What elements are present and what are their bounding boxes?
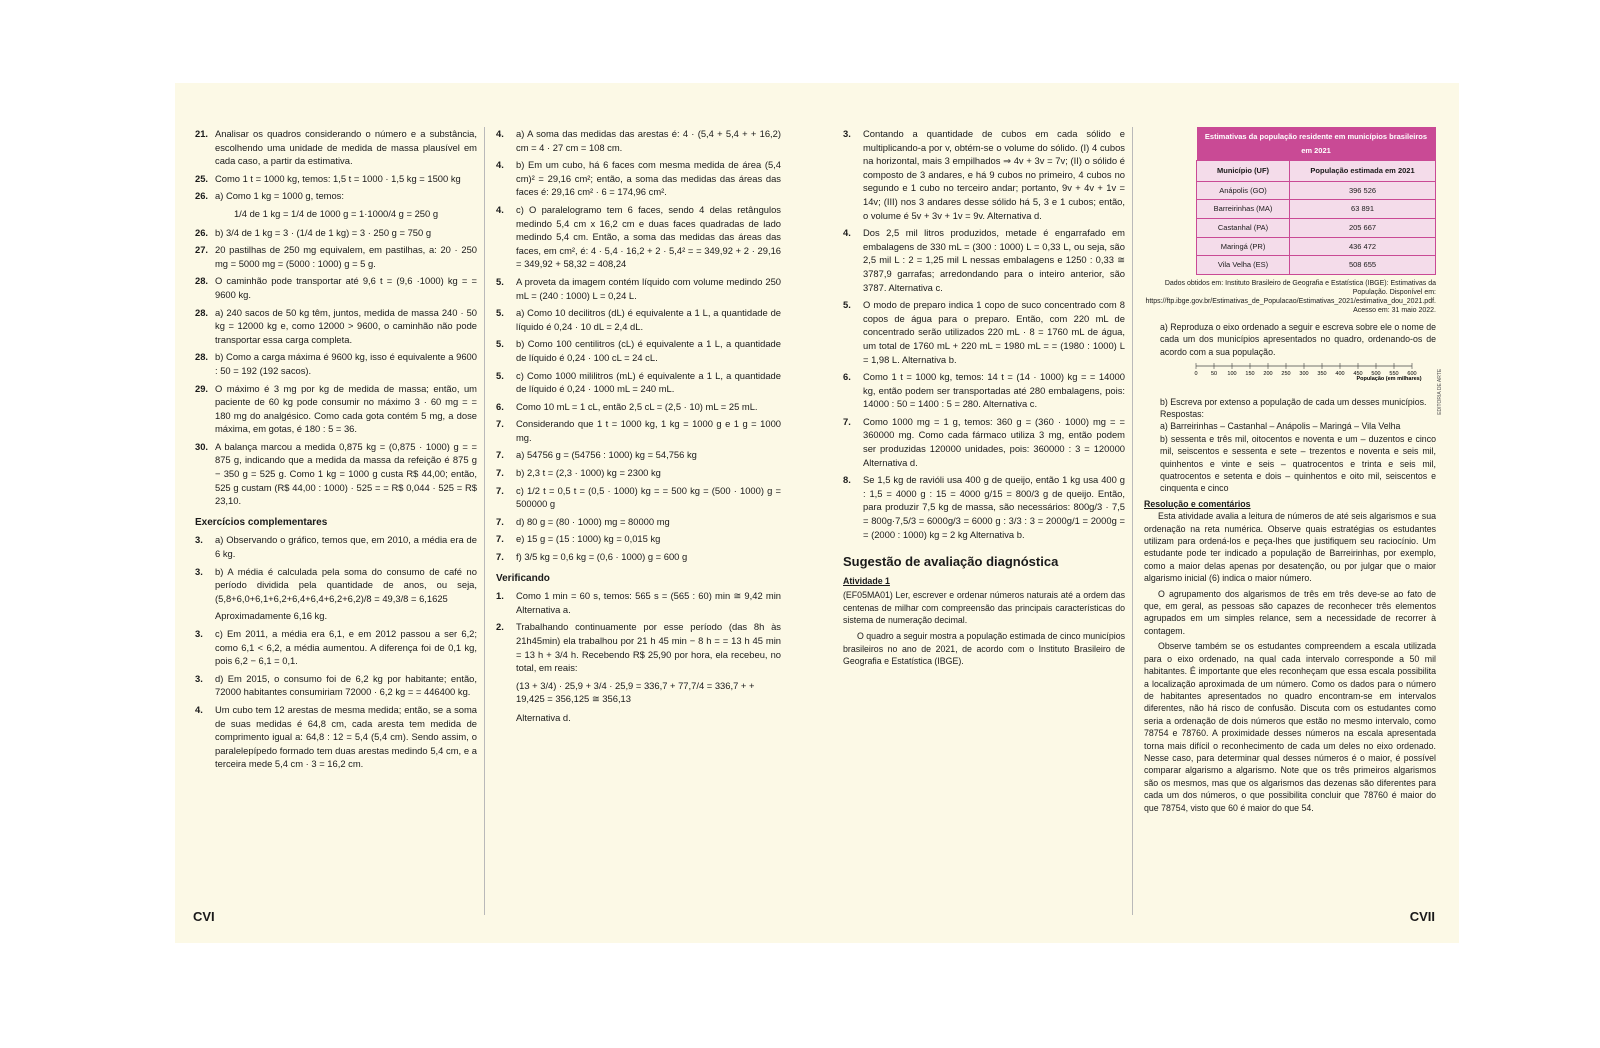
paragraph: Esta atividade avalia a leitura de números de até seis algarismos e sua ordenação na reta numérica. Observe quais estratégias os estudantes utilizam para ordená-los e peça-lhes que justifiquem seu raciocínio. Um estudante pode ter indicado a população de Barreirinhas, por exemplo, como a maior delas apenas por desatenção, ou por julgar que o maior algarismo inicial (6) indica o maior número.: [1144, 511, 1436, 584]
table-cell: Castanhal (PA): [1197, 218, 1290, 237]
question-a: a) Reproduza o eixo ordenado a seguir e escreva sobre ele o nome de cada um dos municípios apresentados no quadro, ordenando-os de acordo com a sua população.: [1160, 321, 1436, 357]
item-text: a) Como 10 decilitros (dL) é equivalente a 1 L, a quantidade de líquido é 0,24 · 10 dL = 2,4 dL.: [516, 307, 781, 332]
table-cell: 396 526: [1290, 181, 1436, 200]
column-3: [843, 127, 1125, 671]
item-number: 27.: [195, 244, 209, 256]
item-text: Dos 2,5 mil litros produzidos, metade é engarrafado em embalagens de 330 mL = (300 : 1000) L = 0,33 L, ou seja, são 2,5 mil L : 2 = 1,25 mil L nessas embalagens e 1250 : 0,33 ≅ 3787,9 garrafas; arredondando para o inteiro anterior, são 3787. Alternativa c.: [863, 227, 1125, 293]
list-item: [496, 589, 781, 616]
list-item: [496, 466, 781, 480]
column-divider: [484, 127, 485, 915]
answer-b: b) sessenta e três mil, oitocentos e noventa e um – duzentos e cinco mil, seiscentos e sessenta e sete – trezentos e noventa e seis mil, quinhentos e vinte e seis – quatrocentos e trinta e seis mil, quatrocentos e setenta e dois – quinhentos e oito mil, seiscentos e cinquenta e cinco: [1160, 433, 1436, 494]
item-text: f) 3/5 kg = 0,6 kg = (0,6 · 1000) g = 600 g: [516, 551, 688, 563]
list-item: [496, 203, 781, 271]
column-1: [195, 127, 477, 775]
item-number: 5.: [496, 275, 504, 287]
list-item: [843, 415, 1125, 469]
item-text: b) 3/4 de 1 kg = 3 · (1/4 de 1 kg) = 3 · 250 g = 750 g: [215, 226, 432, 238]
item-number: 7.: [496, 515, 504, 527]
table-title: Estimativas da população residente em municípios brasileiros em 2021: [1197, 127, 1436, 161]
list-item: [496, 306, 781, 333]
item-number: 5.: [843, 299, 851, 311]
item-number: 25.: [195, 172, 209, 184]
paragraph: O agrupamento dos algarismos de três em três deve-se ao fato de que, em geral, as pessoas são capazes de reconhecer três elementos agrupados em um simples relance, sem a necessidade de recorrer à contagem.: [1144, 588, 1436, 636]
item-text: Considerando que 1 t = 1000 kg, 1 kg = 1000 g e 1 g = 1000 mg.: [516, 418, 781, 443]
table-cell: Maringá (PR): [1197, 237, 1290, 256]
item-text: Se 1,5 kg de ravióli usa 400 g de queijo, então 1 kg usa 400 g : 1,5 = 4000 g : 15 = 4000 g/15 = 800/3 g de queijo. Então, para produzir 7,5 kg de massa, são necessários: 800g/3 · 7,5 = 800g·7,5/3 = 6000g/3 = 6000 g : 3/3 : 3 = 2000g/1 = 2000g = = (2000 : 1000) kg = 2 kg Alternativa b.: [863, 474, 1125, 540]
list-item: [195, 189, 477, 203]
table-header: População estimada em 2021: [1290, 161, 1436, 182]
item-number: 21.: [195, 128, 209, 139]
item-number: 3.: [195, 534, 203, 546]
item-number: 30.: [195, 440, 209, 452]
item-number: 7.: [496, 551, 504, 563]
item-text: c) 1/2 t = 0,5 t = (0,5 · 1000) kg = = 500 kg = (500 · 1000) g = 500000 g: [516, 484, 781, 510]
item-text: Como 1000 mg = 1 g, temos: 360 g = (360 · 1000) mg = = 360000 mg. Como cada fármaco utiliza 3 mg, então podem ser produzidas 120000 unidades, pois: 360000 : 3 = 120000 Alternativa d.: [863, 415, 1125, 468]
item-number: 8.: [843, 474, 851, 486]
table-row: [1197, 237, 1436, 256]
list-item: [195, 609, 477, 623]
list-item: [195, 533, 477, 560]
list-item: [496, 620, 781, 674]
table-header: Município (UF): [1197, 161, 1290, 182]
item-text: d) 80 g = (80 · 1000) mg = 80000 mg: [516, 515, 670, 527]
list-item: [195, 127, 477, 168]
axis-tick-label: 150: [1245, 370, 1255, 377]
item-number: 6.: [843, 371, 851, 383]
list-item: [496, 532, 781, 546]
item-text: c) Em 2011, a média era 6,1, e em 2012 passou a ser 6,2; como 6,1 < 6,2, a média aumentou. A diferença foi de 0,1 kg, pois 6,2 − 6,1 = 0,1.: [215, 628, 477, 667]
item-number: 7.: [496, 484, 504, 496]
axis-tick-label: 350: [1317, 370, 1327, 377]
item-text: Um cubo tem 12 arestas de mesma medida; então, se a soma de suas medidas é 64,8 cm, cada aresta tem medida de comprimento igual a: 64,8 : 12 = 5,4 (5,4 cm). Sendo assim, o paralelepípedo formado tem duas arestas medindo 5,4 cm, e a terceira mede 5,4 cm · 3 = 16,2 cm.: [215, 703, 477, 770]
list-item: [843, 473, 1125, 541]
item-text: b) 2,3 t = (2,3 · 1000) kg = 2300 kg: [516, 467, 661, 479]
list-item: [496, 484, 781, 511]
section-heading: Resolução e comentários: [1144, 498, 1251, 509]
item-number: 2.: [496, 621, 504, 633]
section-heading: Sugestão de avaliação diagnóstica: [843, 554, 1059, 570]
answers-label: Respostas:: [1160, 408, 1205, 419]
equation: 1/4 de 1 kg = 1/4 de 1000 g = 1·1000/4 g = 250 g: [233, 207, 439, 219]
list-item: [195, 440, 477, 508]
list-item: [195, 172, 477, 186]
item-text: c) O paralelogramo tem 6 faces, sendo 4 delas retângulos medindo 5,4 cm x 16,2 cm e duas faces quadradas de lado medindo 5,4 cm. Então, a soma das medidas das áreas das faces, em cm², é: 4 · 5,4 · 16,2 + 2 · 5,4² = = 349,92 + 2 · 29,16 = 349,92 + 58,32 = 408,24: [516, 203, 781, 270]
item-text: A proveta da imagem contém líquido com volume medindo 250 mL = (240 : 1000) L = 0,24 L.: [516, 275, 781, 301]
number-line: [1184, 358, 1424, 392]
item-number: 29.: [195, 382, 209, 394]
table-cell: 63 891: [1290, 200, 1436, 219]
list-item: [496, 337, 781, 364]
table-cell: 205 667: [1290, 218, 1436, 237]
table-cell: 436 472: [1290, 237, 1436, 256]
list-item: [843, 298, 1125, 366]
item-text: a) A soma das medidas das arestas é: 4 · (5,4 + 5,4 + + 16,2) cm = 4 · 27 cm = 108 cm.: [516, 128, 781, 153]
equation: (13 + 3/4) · 25,9 + 3/4 · 25,9 = 336,7 + 77,7/4 = 336,7 + + 19,425 = 356,125 ≅ 356,13: [516, 679, 755, 705]
table-row: [1197, 200, 1436, 219]
axis-tick-label: 550: [1389, 370, 1399, 377]
item-text: Como 1 min = 60 s, temos: 565 s = (565 : 60) min ≅ 9,42 min Alternativa a.: [516, 590, 781, 615]
table-row: [1197, 218, 1436, 237]
item-text: b) Como a carga máxima é 9600 kg, isso é equivalente a 9600 : 50 = 192 (192 sacos).: [215, 351, 477, 376]
list-item: [496, 400, 781, 414]
column-2: [496, 127, 781, 725]
list-item: [496, 417, 781, 444]
table-cell: Vila Velha (ES): [1197, 256, 1290, 275]
item-number: 4.: [195, 703, 203, 715]
list-item: [496, 158, 781, 199]
section-heading: Exercícios complementares: [195, 516, 328, 528]
axis-tick-label: 300: [1299, 370, 1309, 377]
population-table: [1196, 127, 1436, 275]
item-number: 4.: [496, 203, 504, 215]
book-spread: [175, 83, 1459, 943]
list-item: [496, 369, 781, 396]
item-text: a) 240 sacos de 50 kg têm, juntos, medida de massa 240 · 50 kg = 12000 kg e, como 12000 > 9600, o caminhão não pode transportar essa carga completa.: [215, 306, 477, 345]
item-number: 7.: [496, 418, 504, 430]
list-item: [496, 448, 781, 462]
list-item: [496, 550, 781, 564]
item-number: 5.: [496, 369, 504, 381]
item-text: Como 1 t = 1000 kg, temos: 14 t = (14 · 1000) kg = = 14000 kg, então podem ser transportadas até 280 embalagens, pois: 14000 : 50 = 1400 : 5 = 280. Alternativa c.: [863, 371, 1125, 410]
item-text: O caminhão pode transportar até 9,6 t = (9,6 ·1000) kg = = 9600 kg.: [215, 275, 477, 300]
item-number: 3.: [843, 128, 851, 139]
skill-paragraph: (EF05MA01) Ler, escrever e ordenar números naturais até a ordem das centenas de milhar com compreensão das principais características do sistema de numeração decimal.: [843, 590, 1125, 626]
item-number: 28.: [195, 351, 209, 363]
column-divider: [1132, 127, 1133, 915]
section-heading: Verificando: [496, 572, 550, 584]
axis-tick-label: 450: [1353, 370, 1363, 377]
item-number: 4.: [496, 159, 504, 171]
item-text: Trabalhando continuamente por esse período (das 8h às 21h45min) ela trabalhou por 21 h 45 min − 8 h = = 13 h 45 min = 13 h + 3/4 h. Recebendo R$ 25,90 por hora, ela recebeu, no total, em reais:: [516, 621, 781, 674]
item-text: a) 54756 g = (54756 : 1000) kg = 54,756 kg: [516, 449, 697, 461]
item-number: 3.: [195, 672, 203, 684]
axis-tick-label: 0: [1194, 370, 1198, 377]
list-item: [195, 382, 477, 436]
table-cell: 508 655: [1290, 256, 1436, 275]
item-number: 3.: [195, 628, 203, 639]
table-source: Dados obtidos em: Instituto Brasileiro de Geografia e Estatística (IBGE): Estimativas da População. Disponível em: https://ftp.ibge.gov.br/Estimativas_de_Populacao/Estimativas_2021/estimativa_dou_2021.pdf. Acesso em: 31 maio 2022.: [1145, 279, 1436, 314]
axis-tick-label: 400: [1335, 370, 1345, 377]
table-row: [1197, 181, 1436, 200]
list-item: [195, 703, 477, 771]
axis-tick-label: 600: [1407, 370, 1417, 377]
list-item: [496, 515, 781, 529]
item-text: a) Observando o gráfico, temos que, em 2010, a média era de 6 kg.: [215, 534, 477, 560]
item-text: d) Em 2015, o consumo foi de 6,2 kg por habitante; então, 72000 habitantes consumiriam 72000 · 6,2 kg = = 446400 kg.: [215, 672, 477, 698]
item-number: 1.: [496, 590, 504, 602]
item-text: c) Como 1000 mililitros (mL) é equivalente a 1 L, a quantidade de líquido é 0,24 · 1000 mL = 240 mL.: [516, 369, 781, 395]
list-item: [195, 243, 477, 270]
list-item: [843, 370, 1125, 411]
column-4: [1144, 127, 1444, 817]
answer-a: a) Barreirinhas – Castanhal – Anápolis – Maringá – Vila Velha: [1160, 421, 1401, 432]
item-text: O modo de preparo indica 1 copo de suco concentrado com 8 copos de água para o preparo. Então, com 220 mL de concentrado serão utilizados 220 mL · 8 = 1760 mL de água, um total de 1760 mL + 220 mL = 1980 mL = = (1980 : 1000) L = 1,98 L. Alternativa b.: [863, 299, 1125, 365]
item-text: Aproximadamente 6,16 kg.: [215, 610, 328, 622]
item-text: Contando a quantidade de cubos em cada sólido e multiplicando-a por v, obtém-se o volume do sólido. (I) 4 cubos na horizontal, mais 3 empilhados ⇒ 4v + 3v = 7v; (II) o sólido é composto de 3 andares, e há 9 cubos no primeiro, 4 cubos no segundo e 1 cubo no terceiro andar; portanto, 9v + 4v + 1v = 14v; (III) nos 3 andares desse sólido há 5, 3 e 1 cubos; então, o volume é 5v + 3v + 1v = 9v. Alternativa d.: [863, 128, 1125, 221]
list-item: [843, 127, 1125, 222]
list-item: [195, 274, 477, 301]
list-item: [496, 127, 781, 154]
list-item: [195, 672, 477, 699]
answer-alternative: Alternativa d.: [516, 711, 571, 723]
intro-paragraph: O quadro a seguir mostra a população estimada de cinco municípios brasileiros no ano de 2021, de acordo com o Instituto Brasileiro de Geografia e Estatística (IBGE).: [843, 631, 1125, 667]
page-number-right: CVII: [1409, 909, 1435, 924]
item-number: 7.: [496, 467, 504, 479]
table-cell: Barreirinhas (MA): [1197, 200, 1290, 219]
item-number: 28.: [195, 306, 209, 318]
item-number: 4.: [843, 227, 851, 239]
paragraph: Observe também se os estudantes compreendem a escala utilizada para o eixo ordenado, na qual cada intervalo corresponde a 50 mil habitantes. É importante que eles reconheçam que essa escala possibilita a localização aproximada de um número. Como os dados para o número de habitantes apresentados no quadro encontram-se em intervalos diferentes, não há risco de confusão. Discuta com os estudantes como seria a ordenação de dois números que estão no mesmo intervalo, como 78754 e 78760. A proximidade desses números na escala apresentada torna mais difícil o reconhecimento de cada um deles no eixo ordenado. Nesse caso, para determinar qual desses números é o maior, é possível comparar algarismo a algarismo. Note que os três primeiros algarismos são os mesmos, mas que os algarismos das dezenas são diferentes para cada um dos números, o que possibilita concluir que 78760 é maior do que 78754, visto que 60 é maior do que 54.: [1144, 641, 1436, 813]
list-item: [496, 275, 781, 302]
item-text: b) Como 100 centilitros (cL) é equivalente a 1 L, a quantidade de líquido é 0,24 · 100 cL = 24 cL.: [516, 338, 781, 363]
item-text: e) 15 g = (15 : 1000) kg = 0,015 kg: [516, 533, 661, 545]
item-number: 5.: [496, 307, 504, 319]
list-item: [195, 565, 477, 606]
table-cell: Anápolis (GO): [1197, 181, 1290, 200]
item-number: 26.: [195, 226, 209, 238]
list-item: [195, 627, 477, 668]
item-number: 7.: [496, 533, 504, 545]
list-item: [195, 350, 477, 377]
item-number: 3.: [195, 565, 203, 577]
item-number: 4.: [496, 128, 504, 139]
axis-tick-label: 200: [1263, 370, 1273, 377]
table-row: [1197, 256, 1436, 275]
image-credit: EDITORIA DE ARTE: [1437, 368, 1444, 415]
item-number: 7.: [496, 449, 504, 461]
axis-tick-label: 250: [1281, 370, 1291, 377]
item-text: O máximo é 3 mg por kg de medida de massa; então, um paciente de 60 kg pode consumir no máximo 3 · 60 mg = = 180 mg do analgésico. Como cada gota contém 5 mg, a dose máxima, em gotas, é 180 : 5 = 36.: [215, 382, 477, 435]
axis-tick-label: 100: [1227, 370, 1237, 377]
item-text: b) Em um cubo, há 6 faces com mesma medida de área (5,4 cm)² = 29,16 cm²; então, a soma das medidas das áreas das faces é: 29,16 cm² · 6 = 174,96 cm².: [516, 159, 781, 198]
item-text: 20 pastilhas de 250 mg equivalem, em pastilhas, a: 20 · 250 mg = 5000 mg = (5000 : 1000) g = 5 g.: [215, 244, 477, 269]
list-item: [195, 226, 477, 240]
item-number: 5.: [496, 338, 504, 350]
item-text: Como 10 mL = 1 cL, então 2,5 cL = (2,5 · 10) mL = 25 mL.: [516, 400, 758, 412]
item-text: a) Como 1 kg = 1000 g, temos:: [215, 190, 344, 202]
item-number: 26.: [195, 190, 209, 202]
list-item: [843, 226, 1125, 294]
axis-tick-label: 500: [1371, 370, 1381, 377]
item-number: 6.: [496, 400, 504, 412]
axis-tick-label: 50: [1210, 370, 1218, 377]
axis-label: População (em milhares): [1356, 375, 1422, 382]
item-number: 7.: [843, 415, 851, 427]
activity-heading: Atividade 1: [843, 575, 890, 586]
list-item: [195, 306, 477, 347]
item-number: [195, 609, 215, 623]
item-number: 28.: [195, 275, 209, 287]
item-text: Analisar os quadros considerando o número e a substância, escolhendo uma unidade de medida de massa plausível em cada caso, a partir da estimativa.: [215, 128, 477, 167]
item-text: b) A média é calculada pela soma do consumo de café no período dividida pela quantidade de anos, ou seja, (5,8+6,0+6,1+6,2+6,4+6,4+6,2+6,2)/8 = 49,3/8 = 6,1625: [215, 565, 477, 604]
item-text: Como 1 t = 1000 kg, temos: 1,5 t = 1000 · 1,5 kg = 1500 kg: [215, 172, 461, 184]
page-number-left: CVI: [193, 909, 215, 924]
question-b: b) Escreva por extenso a população de cada um desses municípios.: [1160, 396, 1427, 407]
item-text: A balança marcou a medida 0,875 kg = (0,875 · 1000) g = = 875 g, indicando que a medida da massa da refeição é 875 g − 350 g = 525 g. Como 1 kg = 1000 g custa R$ 44,00; então, 525 g custam (R$ 44,00 : 1000) · 525 = = R$ 0,044 · 525 = R$ 23,10.: [215, 440, 477, 507]
